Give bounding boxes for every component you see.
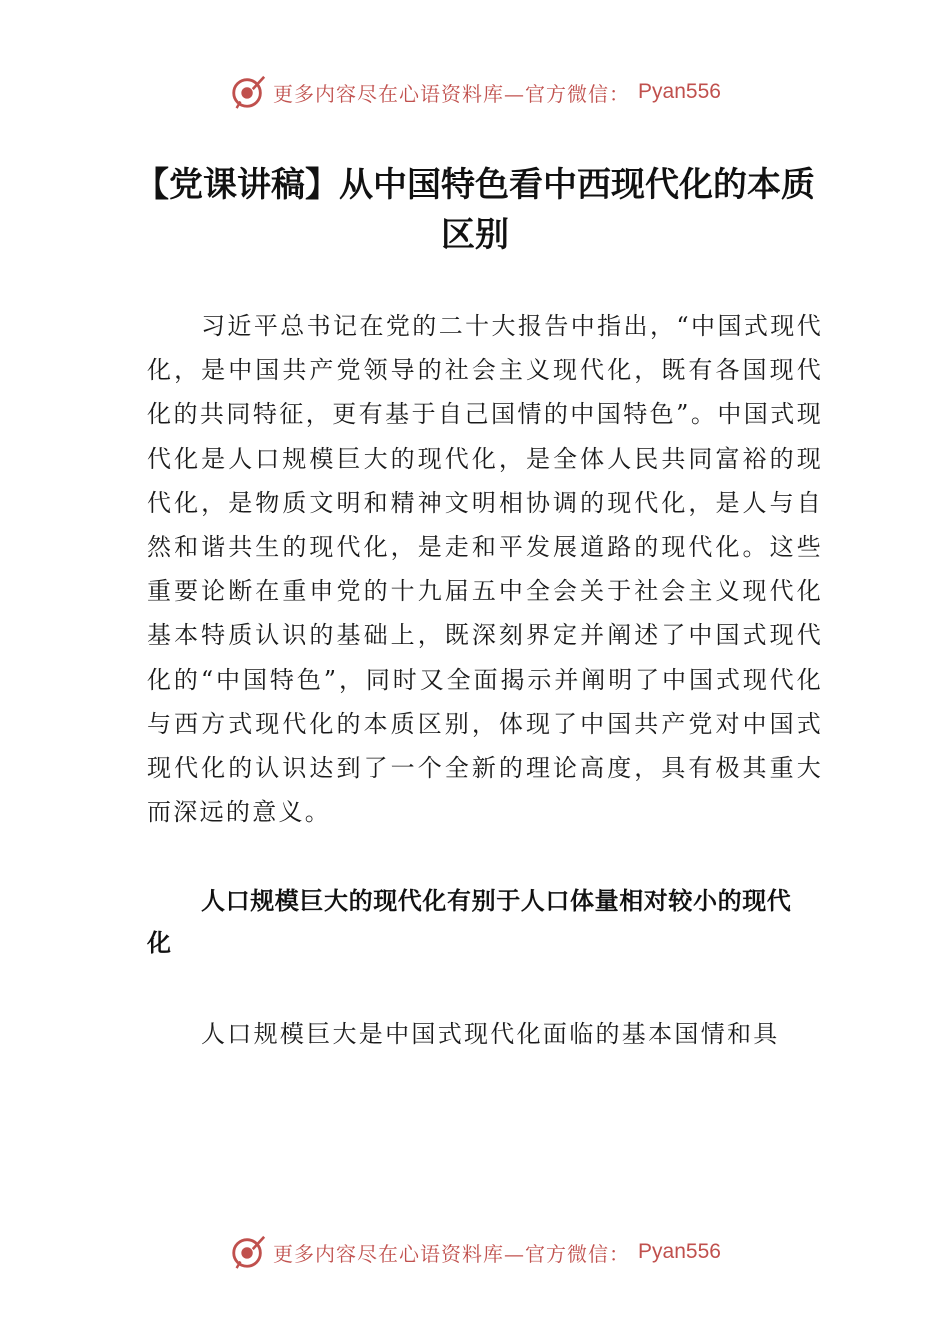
document-title: 【党课讲稿】从中国特色看中西现代化的本质区别 bbox=[135, 165, 815, 255]
quill-seal-logo-icon bbox=[229, 73, 267, 111]
quill-seal-logo-icon bbox=[229, 1233, 267, 1271]
wechat-id: Pyan556 bbox=[638, 80, 721, 103]
banner-text: 更多内容尽在心语资料库—官方微信： bbox=[273, 81, 631, 106]
header-banner bbox=[0, 70, 950, 114]
body-paragraph: 人口规模巨大是中国式现代化面临的基本国情和具 bbox=[201, 1020, 780, 1048]
footer-banner bbox=[0, 1230, 950, 1274]
wechat-id: Pyan556 bbox=[638, 1240, 721, 1263]
section-heading: 人口规模巨大的现代化有别于人口体量相对较小的现代化 bbox=[147, 887, 792, 957]
banner-text: 更多内容尽在心语资料库—官方微信： bbox=[273, 1241, 631, 1266]
body-paragraph: 习近平总书记在党的二十大报告中指出，“中国式现代化，是中国共产党领导的社会主义现代化，既有各国现代化的共同特征，更有基于自己国情的中国特色”。中国式现代化是人口规模巨大的现代化，是全体人民共同富裕的现代化，是物质文明和精神文明相协调的现代化，是人与自然和谐共生的现代化，是走和平发展道路的现代化。这些重要论断在重申党的十九届五中全会关于社会主义现代化基本特质认识的基础上，既深刻界定并阐述了中国式现代化的“中国特色”，同时又全面揭示并阐明了中国式现代化与西方式现代化的本质区别，体现了中国共产党对中国式现代化的认识达到了一个全新的理论高度，具有极其重大而深远的意义。 bbox=[147, 312, 823, 827]
